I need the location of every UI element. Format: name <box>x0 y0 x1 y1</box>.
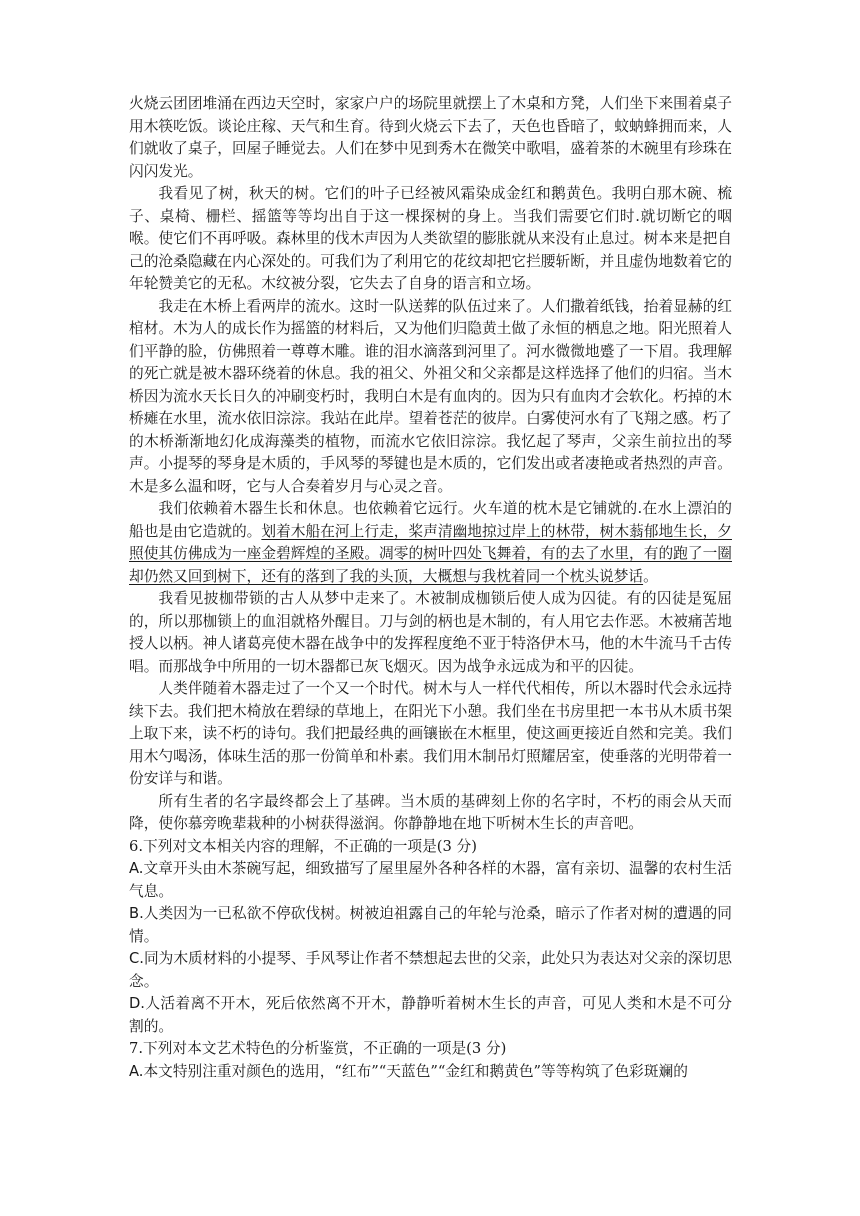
question-7-option-a <box>129 1061 732 1084</box>
passage-paragraph: 我看见了树，秋天的树。它们的叶子已经被风霜染成金红和鹅黄色。我明白那木碗、梳子、桌椅、栅栏、摇篮等等均出自于这一棵探树的身上。当我们需要它们时.就切断它的咽喉。使它们不再呼吸。森林里的伐木声因为人类欲望的膨胀就从来没有止息过。树本来是把自己的沧桑隐藏在内心深处的。可我们为了利用它的花纹却把它拦腰斩断，并且虚伪地数着它的年轮赞美它的无私。木纹被分裂，它失去了自身的语言和立场。 <box>129 185 732 292</box>
option-label: C. <box>129 950 144 967</box>
option-label: A. <box>129 1062 144 1080</box>
option-label: A. <box>129 860 144 877</box>
passage-text: 我们依赖着木器生长和休息。也依赖着它远行。火车道的枕木是它铺就的.在水上漂泊的船也是由它造就的。 <box>129 500 732 540</box>
option-text: 同为木质材料的小提琴、手风琴让作者不禁想起去世的父亲，此处只为表达对父亲的深切思念。 <box>129 950 732 990</box>
passage-paragraph-underlined <box>129 498 732 588</box>
question-6-option-d <box>129 993 732 1038</box>
passage-paragraph: 火烧云团团堆涌在西边天空时，家家户户的场院里就摆上了木桌和方凳，人们坐下来围着桌子用木筷吃饭。谈论庄稼、天气和生育。待到火烧云下去了，天色也昏暗了，蚊蚋蜂拥而来，人们就收了桌子，回屋子睡觉去。人们在梦中见到秀木在微笑中歌唱，盛着茶的木碗里有珍珠在闪闪发光。 <box>129 95 732 180</box>
option-text: 文章开头由木茶碗写起，细致描写了屋里屋外各种各样的木器，富有亲切、温馨的农村生活气息。 <box>129 860 732 900</box>
option-label: D. <box>129 995 145 1012</box>
option-text: 人活着离不开木，死后依然离不开木，静静听着树木生长的声音，可见人类和木是不可分割的。 <box>129 995 732 1035</box>
option-text: 人类因为一已私欲不停砍伐树。树被迫祖露自己的年轮与沧桑，暗示了作者对树的遭遇的同情。 <box>129 905 732 945</box>
question-6-option-a <box>129 858 732 903</box>
passage-paragraph: 人类伴随着木器走过了一个又一个时代。树木与人一样代代相传，所以木器时代会永远持续下去。我们把木椅放在碧绿的草地上，在阳光下小憩。我们坐在书房里把一本书从木质书架上取下来，读不朽的诗句。我们把最经典的画镶嵌在木框里，使这画更接近自然和完美。我们用木勺喝汤，体味生活的那一份简单和朴素。我们用木制吊灯照耀居室，使垂落的光明带着一份安详与和谐。 <box>129 680 732 787</box>
question-6-option-c <box>129 948 732 993</box>
question-6-stem: 6.下列对文本相关内容的理解，不正确的一项是(3 分) <box>129 837 477 855</box>
passage-paragraph: 我走在木桥上看两岸的流水。这时一队送葬的队伍过来了。人们撒着纸钱，抬着显赫的红棺材。木为人的成长作为摇篮的材料后，又为他们归隐黄土做了永恒的栖息之地。阳光照着人们平静的脸，仿佛照着一尊尊木雕。谁的泪水滴落到河里了。河水微微地蹙了一下眉。我理解的死亡就是被木器环绕着的休息。我的祖父、外祖父和父亲都是这样选择了他们的归宿。当木桥因为流水天长日久的冲刷变朽时，我明白木是有血肉的。因为只有血肉才会软化。朽掉的木桥瘫在水里，流水依旧淙淙。我站在此岸。望着苍茫的彼岸。白雾使河水有了飞翔之感。朽了的木桥渐渐地幻化成海藻类的植物，而流水它依旧淙淙。我忆起了琴声，父亲生前拉出的琴声。小提琴的琴身是木质的，手风琴的琴键也是木质的，它们发出或者凄艳或者热烈的声音。木是多么温和呀，它与人合奏着岁月与心灵之音。 <box>129 297 732 495</box>
option-text: 本文特别注重对颜色的选用，“红布”“天蓝色”“金红和鹅黄色”等等构筑了色彩斑斓的 <box>143 1062 688 1080</box>
question-6-option-b <box>129 903 732 948</box>
question-7-stem: 7.下列对本文艺术特色的分析鉴赏，不正确的一项是(3 分) <box>129 1040 507 1057</box>
passage-paragraph: 所有生者的名字最终都会上了基碑。当木质的基碑刻上你的名字时，不朽的雨会从天而降，使你慕旁晚辈栽种的小树获得滋润。你静静地在地下听树木生长的声音吧。 <box>129 792 732 832</box>
option-label: B. <box>129 905 144 922</box>
underlined-sentence: 划着木船在河上行走，桨声清幽地掠过岸上的林带，树木蓊郁地生长，夕照使其仿佛成为一座金碧辉煌的圣殿。凋零的树叶四处飞舞着，有的去了水里，有的跑了一圈却仍然又回到树下，还有的落到了我的头顶，大概想与我枕着同一个枕头说梦话 <box>129 522 732 585</box>
passage-text: 。 <box>643 567 658 585</box>
exam-text <box>129 93 732 1083</box>
passage-paragraph: 我看见披枷带锁的古人从梦中走来了。木被制成枷锁后使人成为囚徒。有的囚徒是冤屈的，所以那枷锁上的血泪就格外醒目。刀与剑的柄也是木制的，有人用它去作恶。木被痛苦地授人以柄。神人诸葛亮使木器在战争中的发挥程度绝不亚于特洛伊木马，他的木牛流马千古传唱。而那战争中所用的一切木器都已灰飞烟灭。因为战争永远成为和平的囚徒。 <box>129 590 732 675</box>
